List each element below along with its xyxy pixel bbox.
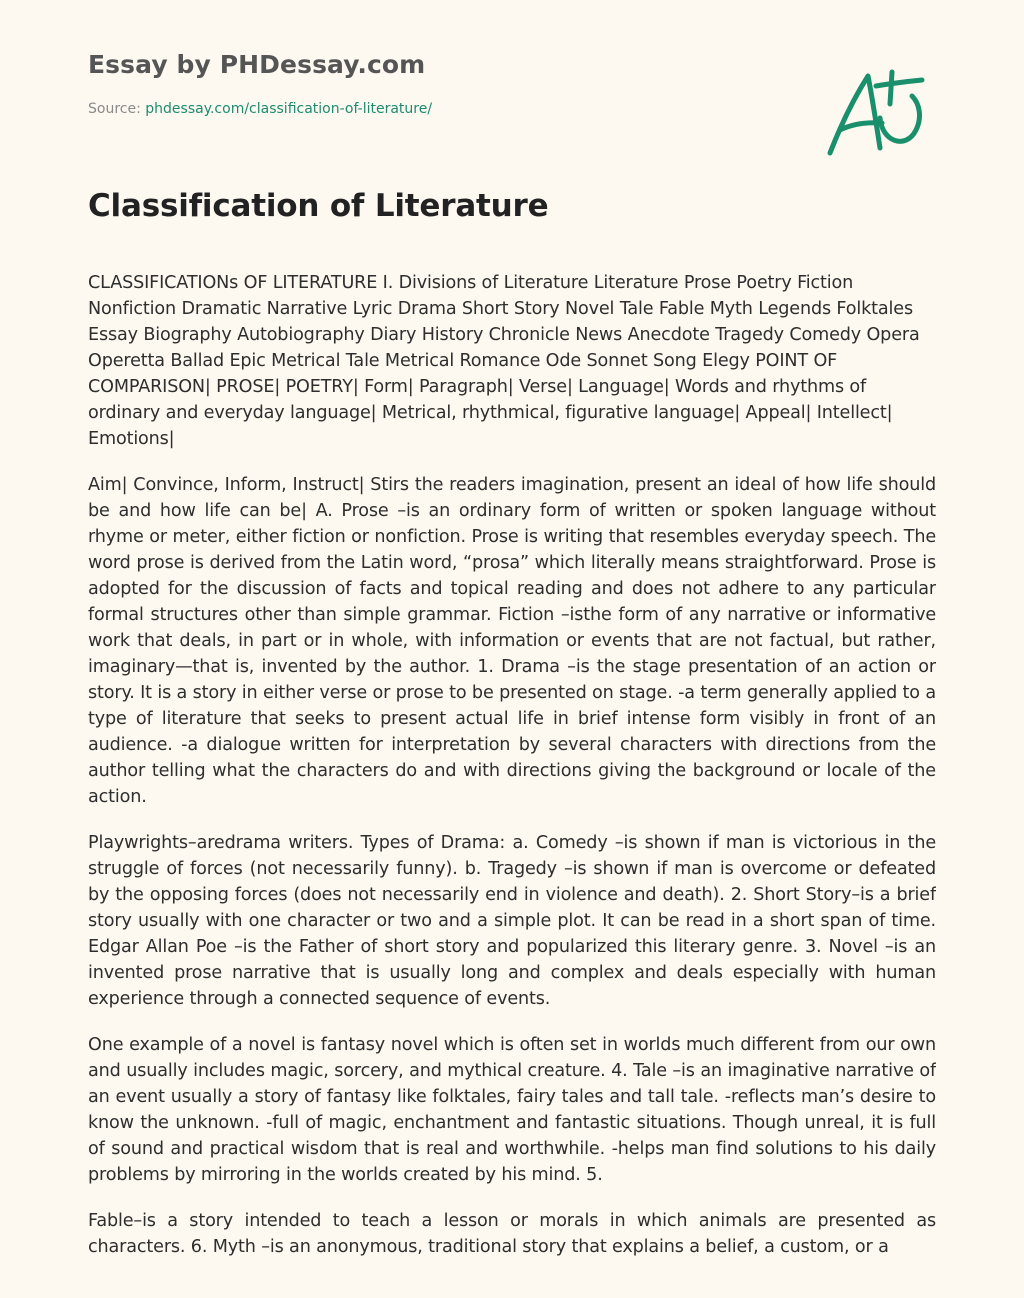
essay-paragraph: CLASSIFICATIONs OF LITERATURE I. Divisions of Literature Literature Prose Poetry Fiction Nonfiction Dramatic Narrative Lyric Drama Short Story Novel Tale Fable Myth Legends Folktales Essay Biography Autobiography Diary History Chronicle News Anecdote Tragedy Comedy Opera Operetta Ballad Epic Metrical Tale Metrical Romance Ode Sonnet Song Elegy POINT OF COMPARISON| PROSE| POETRY| Form| Paragraph| Verse| Language| Words and rhythms of ordinary and everyday language| Metrical, rhythmical, figurative language| Appeal| Intellect| Emotions| — [88, 273, 920, 449]
essay-body — [88, 270, 936, 1270]
essay-title: Classification of Literature — [88, 188, 549, 224]
source-link[interactable]: phdessay.com/classification-of-literature/ — [145, 101, 433, 117]
a-plus-logo-icon — [820, 60, 930, 165]
essay-paragraph: Playwrights–aredrama writers. Types of Drama: a. Comedy –is shown if man is victorious in the struggle of forces (not necessarily funny). b. Tragedy –is shown if man is overcome or defeated by the opposing forces (does not necessarily end in violence and death). 2. Short Story–is a brief story usually with one character or two and a simple plot. It can be read in a short span of time. Edgar Allan Poe –is the Father of short story and popularized this literary genre. 3. Novel –is an invented prose narrative that is usually long and complex and deals especially with human experience through a connected sequence of events. — [88, 833, 936, 1009]
source-label: Source: — [88, 101, 146, 117]
site-title: Essay by PHDessay.com — [88, 50, 426, 79]
essay-paragraph: Aim| Convince, Inform, Instruct| Stirs the readers imagination, present an ideal of how life should be and how life can be| A. Prose –is an ordinary form of written or spoken language without rhyme or meter, either fiction or nonfiction. Prose is writing that resembles everyday speech. The word prose is derived from the Latin word, “prosa” which literally means straightforward. Prose is adopted for the discussion of facts and topical reading and does not adhere to any particular formal structures other than simple grammar. Fiction –isthe form of any narrative or informative work that deals, in part or in whole, with information or events that are not factual, but rather, imaginary—that is, invented by the author. 1. Drama –is the stage presentation of an action or story. It is a story in either verse or prose to be presented on stage. -a term generally applied to a type of literature that seeks to present actual life in brief intense form visibly in front of an audience. -a dialogue written for interpretation by several characters with directions from the author telling what the characters do and with directions giving the background or locale of the action. — [88, 475, 936, 807]
essay-paragraph: One example of a novel is fantasy novel which is often set in worlds much different from our own and usually includes magic, sorcery, and mythical creature. 4. Tale –is an imaginative narrative of an event usually a story of fantasy like folktales, fairy tales and tall tale. -reflects man’s desire to know the unknown. -full of magic, enchantment and fantastic situations. Though unreal, it is full of sound and practical wisdom that is real and worthwhile. -helps man find solutions to his daily problems by mirroring in the worlds created by his mind. 5. — [88, 1035, 936, 1185]
source-line — [88, 101, 432, 117]
essay-paragraph: Fable–is a story intended to teach a lesson or morals in which animals are presented as characters. 6. Myth –is an anonymous, traditional story that explains a belief, a custom, or a — [88, 1211, 936, 1257]
